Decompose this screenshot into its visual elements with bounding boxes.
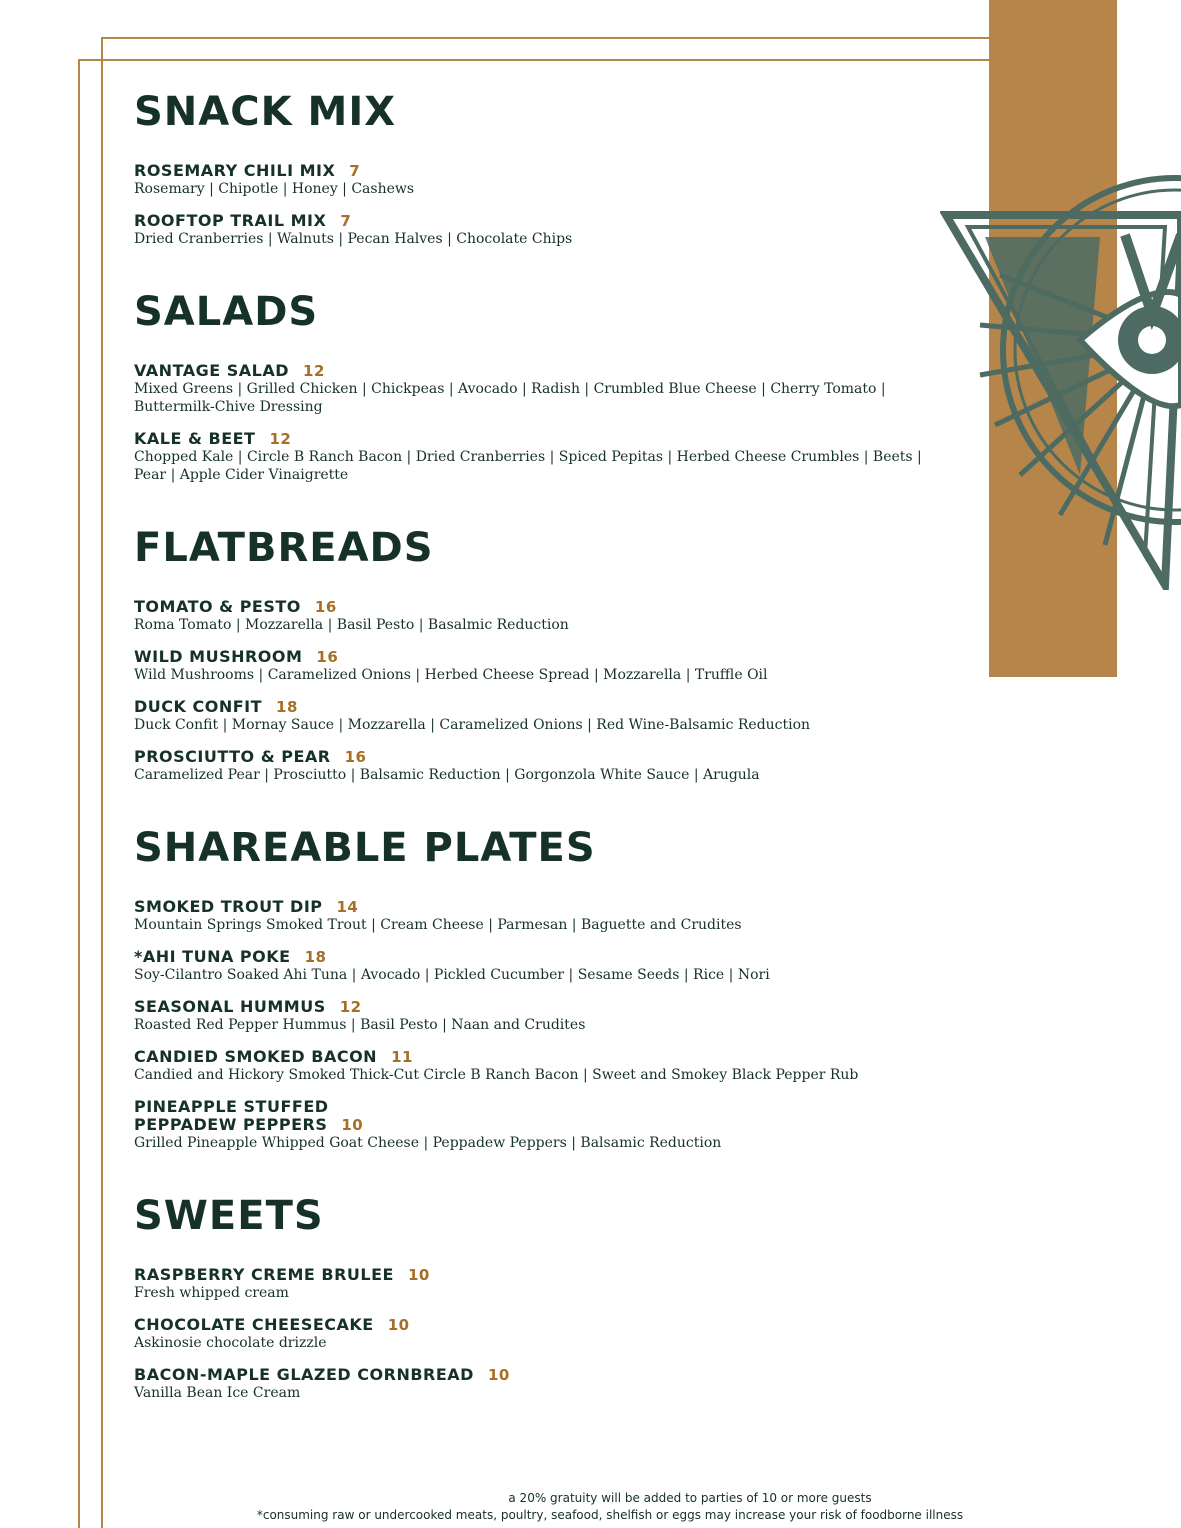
item-name-text: PROSCIUTTO & PEAR xyxy=(134,747,331,766)
item-name-line xyxy=(134,1316,934,1334)
frame-line-top-inner xyxy=(78,59,989,61)
menu-item xyxy=(134,430,934,484)
eye-in-triangle-logo-icon xyxy=(940,175,1181,590)
menu-item xyxy=(134,748,934,784)
item-name-line xyxy=(134,998,934,1016)
item-name-line xyxy=(134,698,934,716)
item-price: 16 xyxy=(344,748,367,766)
frame-line-left-inner xyxy=(78,59,80,1528)
item-price: 18 xyxy=(304,948,327,966)
item-name xyxy=(134,1366,934,1384)
menu-item-list xyxy=(134,362,934,484)
item-name-line xyxy=(134,948,934,966)
item-name xyxy=(134,948,934,966)
menu-item xyxy=(134,362,934,416)
item-price: 10 xyxy=(407,1266,430,1284)
food-safety-warning: *consuming raw or undercooked meats, poultry, seafood, shelfish or eggs may increase your risk of foodborne illness xyxy=(256,1508,964,1522)
item-price: 10 xyxy=(341,1116,364,1134)
item-description: Wild Mushrooms | Caramelized Onions | Herbed Cheese Spread | Mozzarella | Truffle Oil xyxy=(134,667,768,683)
menu-item xyxy=(134,698,934,734)
item-description: Chopped Kale | Circle B Ranch Bacon | Dried Cranberries | Spiced Pepitas | Herbed Cheese Crumbles | Beets | Pear | Apple Cider Vinaigrette xyxy=(134,449,922,483)
item-name-text: ROOFTOP TRAIL MIX xyxy=(134,211,327,230)
item-name xyxy=(134,648,934,666)
frame-line-top-outer xyxy=(101,37,989,39)
item-name-text: PEPPADEW PEPPERS xyxy=(134,1115,328,1134)
section-title: SNACK MIX xyxy=(134,89,397,135)
item-name-line xyxy=(134,748,934,766)
item-name-text: SMOKED TROUT DIP xyxy=(134,897,323,916)
item-name-text: *AHI TUNA POKE xyxy=(134,947,291,966)
item-name xyxy=(134,898,934,916)
item-name-line xyxy=(134,598,934,616)
item-name-text: WILD MUSHROOM xyxy=(134,647,303,666)
item-name xyxy=(134,598,934,616)
item-description: Mixed Greens | Grilled Chicken | Chickpeas | Avocado | Radish | Crumbled Blue Cheese | Cherry Tomato | Buttermilk-Chive Dressing xyxy=(134,381,886,415)
menu-content xyxy=(134,88,934,1416)
section-title: FLATBREADS xyxy=(134,525,434,571)
item-name-line xyxy=(134,648,934,666)
menu-item xyxy=(134,998,934,1034)
menu-item-list xyxy=(134,598,934,784)
menu-item xyxy=(134,162,934,198)
item-name-line xyxy=(134,1098,934,1116)
menu-item xyxy=(134,898,934,934)
item-name-line xyxy=(134,1266,934,1284)
item-price: 16 xyxy=(316,648,339,666)
item-name xyxy=(134,430,934,448)
item-name xyxy=(134,162,934,180)
frame-line-left-outer xyxy=(101,37,103,1528)
section-title: SWEETS xyxy=(134,1193,324,1239)
item-name xyxy=(134,748,934,766)
item-description: Duck Confit | Mornay Sauce | Mozzarella | Caramelized Onions | Red Wine-Balsamic Reduction xyxy=(134,717,811,733)
menu-section-shareable-plates xyxy=(134,824,934,1152)
item-price: 10 xyxy=(487,1366,510,1384)
item-name-text: KALE & BEET xyxy=(134,429,256,448)
item-price: 12 xyxy=(303,362,325,380)
item-name-line xyxy=(134,212,934,230)
item-name xyxy=(134,212,934,230)
section-title: SHAREABLE PLATES xyxy=(134,825,596,871)
item-name xyxy=(134,1266,934,1284)
item-name xyxy=(134,1048,934,1066)
item-description: Grilled Pineapple Whipped Goat Cheese | Peppadew Peppers | Balsamic Reduction xyxy=(134,1135,722,1151)
item-name-text: TOMATO & PESTO xyxy=(134,597,301,616)
item-name-line xyxy=(134,1366,934,1384)
menu-item xyxy=(134,1366,934,1402)
menu-item xyxy=(134,1316,934,1352)
item-name-text: VANTAGE SALAD xyxy=(134,361,290,380)
gratuity-note: a 20% gratuity will be added to parties of 10 or more guests xyxy=(508,1491,872,1505)
item-price: 11 xyxy=(391,1048,413,1066)
menu-item-list xyxy=(134,162,934,248)
item-name-line xyxy=(134,1116,934,1134)
item-price: 12 xyxy=(269,430,292,448)
item-description: Vanilla Bean Ice Cream xyxy=(134,1385,301,1401)
section-title: SALADS xyxy=(134,289,319,335)
item-name-text: CHOCOLATE CHEESECAKE xyxy=(134,1315,374,1334)
menu-item xyxy=(134,1266,934,1302)
menu-item xyxy=(134,948,934,984)
menu-section-sweets xyxy=(134,1192,934,1402)
item-name-line xyxy=(134,162,934,180)
menu-item xyxy=(134,212,934,248)
item-name xyxy=(134,998,934,1016)
item-price: 16 xyxy=(314,598,337,616)
item-price: 7 xyxy=(340,212,352,230)
menu-item xyxy=(134,1098,934,1152)
item-name-line xyxy=(134,1048,934,1066)
menu-section-snack-mix xyxy=(134,88,934,248)
item-description: Mountain Springs Smoked Trout | Cream Cheese | Parmesan | Baguette and Crudites xyxy=(134,917,742,933)
item-name-text: RASPBERRY CREME BRULEE xyxy=(134,1265,394,1284)
item-price: 18 xyxy=(276,698,298,716)
item-description: Fresh whipped cream xyxy=(134,1285,289,1301)
menu-item xyxy=(134,648,934,684)
menu-section-flatbreads xyxy=(134,524,934,784)
item-description: Askinosie chocolate drizzle xyxy=(134,1335,327,1351)
item-price: 7 xyxy=(349,162,361,180)
item-description: Roasted Red Pepper Hummus | Basil Pesto | Naan and Crudites xyxy=(134,1017,586,1033)
item-price: 12 xyxy=(339,998,362,1016)
item-name-text: ROSEMARY CHILI MIX xyxy=(134,161,336,180)
item-description: Soy-Cilantro Soaked Ahi Tuna | Avocado | Pickled Cucumber | Sesame Seeds | Rice | Nori xyxy=(134,967,770,983)
menu-section-salads xyxy=(134,288,934,484)
item-name-text: CANDIED SMOKED BACON xyxy=(134,1047,378,1066)
item-name xyxy=(134,362,934,380)
item-name xyxy=(134,1098,934,1134)
item-name-line xyxy=(134,362,934,380)
menu-item-list xyxy=(134,1266,934,1402)
item-name xyxy=(134,698,934,716)
item-name-text: BACON-MAPLE GLAZED CORNBREAD xyxy=(134,1365,474,1384)
item-name xyxy=(134,1316,934,1334)
item-name-text: SEASONAL HUMMUS xyxy=(134,997,326,1016)
item-price: 10 xyxy=(387,1316,410,1334)
menu-item-list xyxy=(134,898,934,1152)
item-description: Rosemary | Chipotle | Honey | Cashews xyxy=(134,181,415,197)
item-name-line xyxy=(134,898,934,916)
item-name-text: PINEAPPLE STUFFED xyxy=(134,1097,329,1116)
item-description: Dried Cranberries | Walnuts | Pecan Halves | Chocolate Chips xyxy=(134,231,573,247)
menu-item xyxy=(134,598,934,634)
item-name-text: DUCK CONFIT xyxy=(134,697,263,716)
item-description: Candied and Hickory Smoked Thick-Cut Circle B Ranch Bacon | Sweet and Smokey Black Pepper Rub xyxy=(134,1067,859,1083)
menu-item xyxy=(134,1048,934,1084)
item-name-line xyxy=(134,430,934,448)
item-description: Roma Tomato | Mozzarella | Basil Pesto | Basalmic Reduction xyxy=(134,617,569,633)
item-description: Caramelized Pear | Prosciutto | Balsamic Reduction | Gorgonzola White Sauce | Arugula xyxy=(134,767,760,783)
item-price: 14 xyxy=(336,898,359,916)
